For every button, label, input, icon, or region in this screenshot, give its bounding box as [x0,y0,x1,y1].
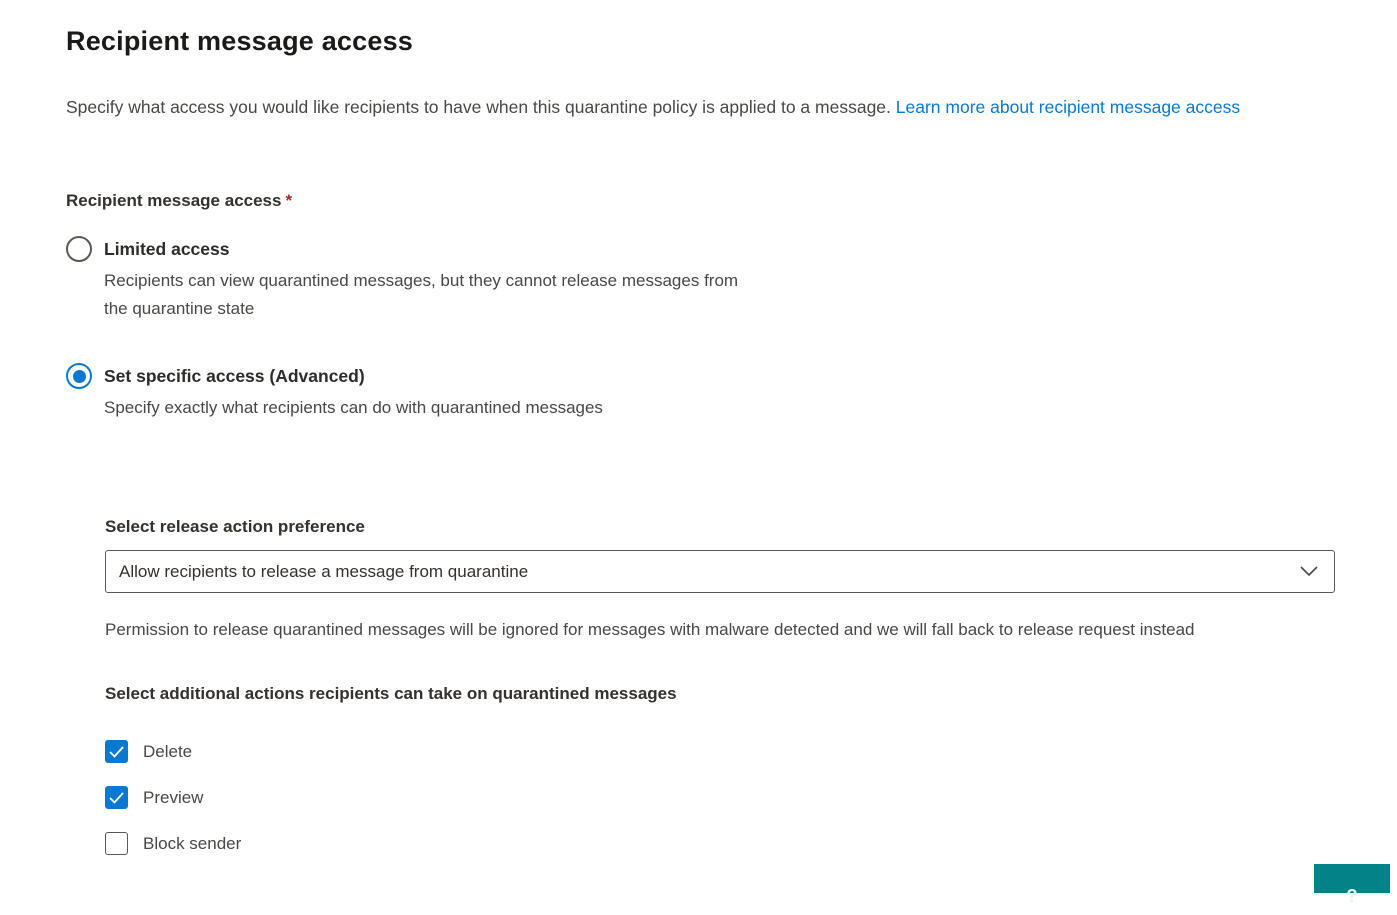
radio-option-limited-access [66,236,1397,323]
radio-unselected-icon[interactable] [66,236,92,262]
required-asterisk: * [285,191,293,210]
preview-checkbox[interactable] [105,786,128,809]
limited-access-description: Recipients can view quarantined messages, but they cannot release messages from the quarantine state [104,271,739,318]
page-description [66,93,1334,121]
radio-option-set-specific-access [66,363,1397,422]
page-description-text: Specify what access you would like recipients to have when this quarantine policy is applied to a message. [66,97,896,117]
page-title: Recipient message access [66,26,414,56]
delete-checkbox-label: Delete [143,741,193,761]
delete-checkbox-row[interactable] [105,740,1397,763]
delete-checkbox[interactable] [105,740,128,763]
limited-access-radio[interactable] [66,236,1397,262]
limited-access-label: Limited access [104,238,230,259]
access-field-label [66,191,1397,211]
learn-more-link[interactable]: Learn more about recipient message access [895,97,1241,117]
preview-checkbox-label: Preview [143,787,204,807]
block-sender-checkbox-row[interactable] [105,832,1397,855]
release-preference-dropdown[interactable] [105,550,1335,593]
advanced-access-section [105,517,1397,855]
preview-checkbox-row[interactable] [105,786,1397,809]
check-icon [109,746,124,758]
release-preference-label: Select release action preference [105,517,365,536]
block-sender-checkbox[interactable] [105,832,128,855]
help-button[interactable] [1314,864,1390,906]
release-preference-selected-value: Allow recipients to release a message from quarantine [119,561,529,581]
set-specific-access-label: Set specific access (Advanced) [104,365,365,386]
chevron-down-icon [1300,566,1318,577]
block-sender-checkbox-label: Block sender [143,833,242,853]
check-icon [109,792,124,804]
release-preference-note: Permission to release quarantined messages will be ignored for messages with malware detected and we will fall back to release request instead [105,620,1195,639]
question-mark-icon: ? [1346,886,1358,906]
set-specific-access-description: Specify exactly what recipients can do with quarantined messages [104,398,603,417]
additional-actions-label: Select additional actions recipients can take on quarantined messages [105,684,677,703]
set-specific-access-radio[interactable] [66,363,1397,389]
access-field-label-text: Recipient message access [66,191,282,210]
radio-selected-icon[interactable] [66,363,92,389]
